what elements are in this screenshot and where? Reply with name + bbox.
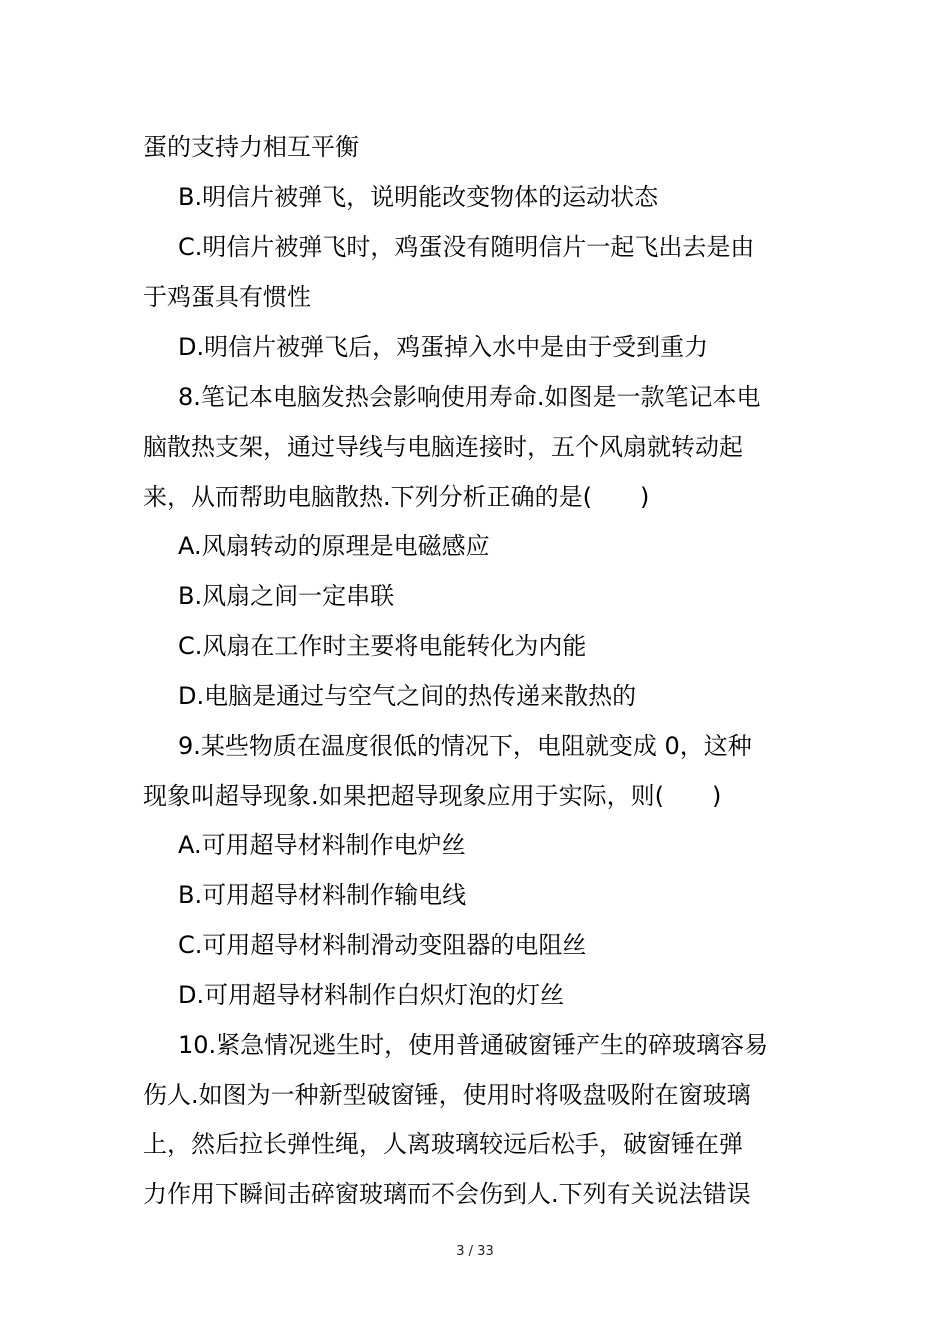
text-line-15: A.可用超导材料制作电炉丝 [178, 831, 466, 859]
text-line-22: 力作用下瞬间击碎窗玻璃而不会伤到人.下列有关说法错误 [143, 1180, 751, 1208]
text-line-16: B.可用超导材料制作输电线 [178, 881, 467, 909]
text-line-5: D.明信片被弹飞后，鸡蛋掉入水中是由于受到重力 [178, 333, 709, 361]
text-line-13: 9.某些物质在温度很低的情况下，电阻就变成 0，这种 [178, 732, 752, 760]
text-line-9: A.风扇转动的原理是电磁感应 [178, 532, 490, 560]
text-line-18: D.可用超导材料制作白炽灯泡的灯丝 [178, 981, 565, 1009]
text-line-20: 伤人.如图为一种新型破窗锤，使用时将吸盘吸附在窗玻璃 [143, 1081, 751, 1109]
text-line-3: C.明信片被弹飞时，鸡蛋没有随明信片一起飞出去是由 [178, 233, 755, 261]
text-line-6: 8.笔记本电脑发热会影响使用寿命.如图是一款笔记本电 [178, 383, 761, 411]
page-number: 3 / 33 [456, 1244, 494, 1259]
text-line-12: D.电脑是通过与空气之间的热传递来散热的 [178, 682, 637, 710]
text-line-21: 上，然后拉长弹性绳，人离玻璃较远后松手，破窗锤在弹 [143, 1130, 743, 1158]
text-line-4: 于鸡蛋具有惯性 [143, 283, 311, 311]
text-line-7: 脑散热支架，通过导线与电脑连接时，五个风扇就转动起 [143, 433, 743, 461]
text-line-8: 来，从而帮助电脑散热.下列分析正确的是( ) [143, 483, 650, 511]
text-line-10: B.风扇之间一定串联 [178, 582, 395, 610]
text-line-17: C.可用超导材料制滑动变阻器的电阻丝 [178, 931, 587, 959]
text-line-19: 10.紧急情况逃生时，使用普通破窗锤产生的碎玻璃容易 [178, 1031, 769, 1059]
text-line-14: 现象叫超导现象.如果把超导现象应用于实际，则( ) [143, 782, 722, 810]
text-line-2: B.明信片被弹飞，说明能改变物体的运动状态 [178, 183, 659, 211]
text-line-1: 蛋的支持力相互平衡 [143, 133, 359, 161]
text-line-11: C.风扇在工作时主要将电能转化为内能 [178, 632, 587, 660]
